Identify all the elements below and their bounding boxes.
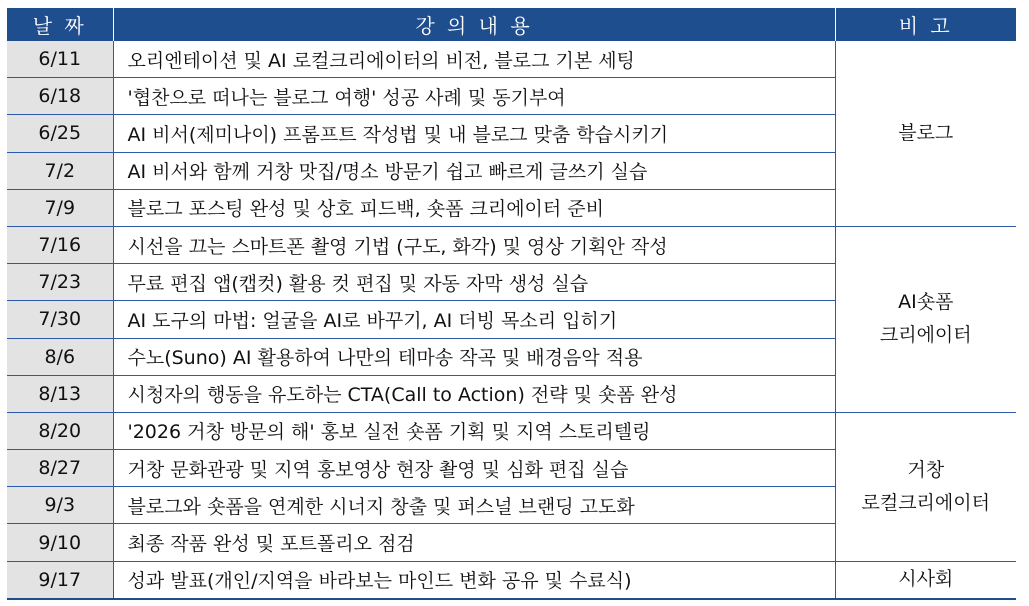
table-row [7,561,1016,599]
table-row [7,41,1016,78]
row-content: 수노(Suno) AI 활용하여 나만의 테마송 작곡 및 배경음악 적용 [113,338,835,375]
row-date: 7/9 [7,189,113,226]
row-content: 무료 편집 앱(캡컷) 활용 컷 편집 및 자동 자막 생성 실습 [113,264,835,301]
row-date: 6/18 [7,78,113,115]
note-shortform-line1: AI숏폼 [898,291,954,314]
row-content: 블로그와 숏폼을 연계한 시너지 창출 및 퍼스널 브랜딩 고도화 [113,487,835,524]
row-date: 7/16 [7,226,113,263]
header-date: 날 짜 [7,8,113,41]
row-date: 7/23 [7,264,113,301]
row-date: 6/11 [7,41,113,78]
row-date: 8/27 [7,450,113,487]
row-date: 8/20 [7,412,113,449]
row-date: 7/30 [7,301,113,338]
note-shortform-line2: 크리에이터 [879,324,972,347]
row-content: 성과 발표(개인/지역을 바라보는 마인드 변화 공유 및 수료식) [113,561,835,599]
row-content: 시청자의 행동을 유도하는 CTA(Call to Action) 전략 및 숏폼 완성 [113,375,835,412]
note-local [835,412,1016,561]
row-date: 9/3 [7,487,113,524]
row-date: 9/10 [7,524,113,561]
row-content: 거창 문화관광 및 지역 홍보영상 현장 촬영 및 심화 편집 실습 [113,450,835,487]
note-shortform [835,226,1016,412]
row-content: AI 비서(제미나이) 프롬프트 작성법 및 내 블로그 맞춤 학습시키기 [113,115,835,152]
header-note: 비 고 [835,8,1016,41]
row-date: 6/25 [7,115,113,152]
row-date: 9/17 [7,561,113,599]
note-blog: 블로그 [835,41,1016,226]
schedule-table [7,8,1016,600]
row-content: 최종 작품 완성 및 포트폴리오 점검 [113,524,835,561]
row-content: '2026 거창 방문의 해' 홍보 실전 숏폼 기획 및 지역 스토리텔링 [113,412,835,449]
table-body [7,41,1016,599]
table-row [7,412,1016,449]
table-row [7,226,1016,263]
row-content: 오리엔테이션 및 AI 로컬크리에이터의 비전, 블로그 기본 세팅 [113,41,835,78]
header-row [7,8,1016,41]
row-content: AI 비서와 함께 거창 맛집/명소 방문기 쉽고 빠르게 글쓰기 실습 [113,152,835,189]
row-content: '협찬으로 떠나는 블로그 여행' 성공 사례 및 동기부여 [113,78,835,115]
row-date: 8/6 [7,338,113,375]
note-local-line1: 거창 [907,458,945,481]
header-content: 강 의 내 용 [113,8,835,41]
note-local-line2: 로컬크리에이터 [861,491,990,514]
row-content: 시선을 끄는 스마트폰 촬영 기법 (구도, 화각) 및 영상 기획안 작성 [113,226,835,263]
row-date: 7/2 [7,152,113,189]
row-content: 블로그 포스팅 완성 및 상호 피드백, 숏폼 크리에이터 준비 [113,189,835,226]
note-showcase: 시사회 [835,561,1016,599]
row-date: 8/13 [7,375,113,412]
row-content: AI 도구의 마법: 얼굴을 AI로 바꾸기, AI 더빙 목소리 입히기 [113,301,835,338]
table-header [7,8,1016,41]
